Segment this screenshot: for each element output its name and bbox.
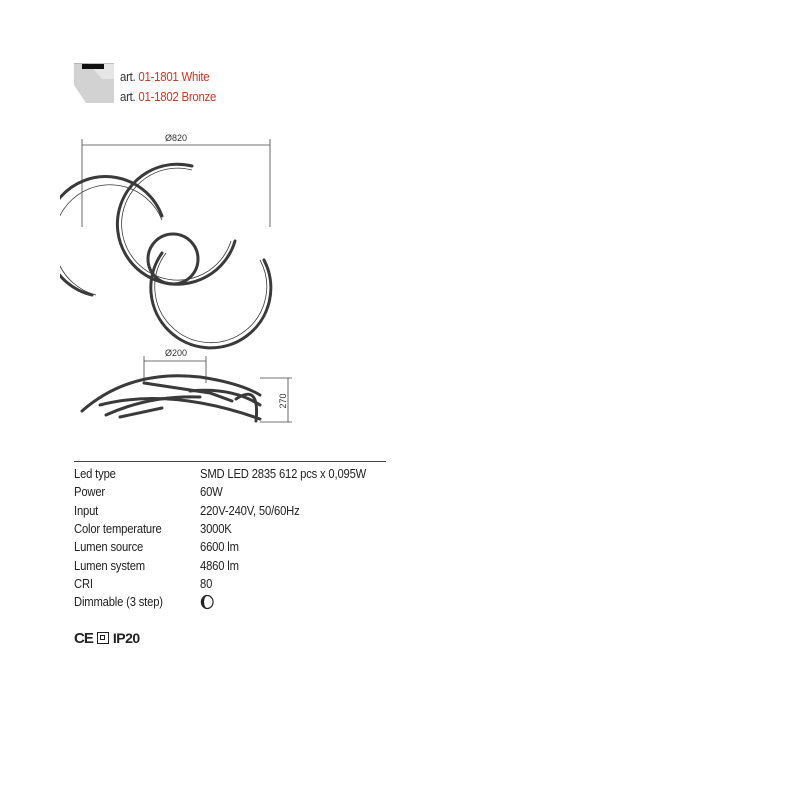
article-prefix: art. [120,69,136,84]
top-view-diameter-label: Ø820 [164,133,188,143]
spec-table [74,461,386,611]
spec-label: Input [74,503,99,518]
spec-value: 3000K [200,522,232,537]
top-view-dimension [82,139,270,227]
ce-mark: CE [74,629,93,647]
spec-row [74,502,386,520]
article-code: 01-1802 Bronze [138,89,217,104]
side-view-dimension [144,356,292,422]
product-thumbnail-icon [74,63,114,103]
spec-row [74,465,386,483]
spec-value: 6600 lm [200,540,239,555]
spec-label: Power [74,485,105,500]
spec-value: SMD LED 2835 612 pcs x 0,095W [200,467,367,482]
spec-row [74,575,386,593]
article-line-white [120,69,209,85]
article-code: 01-1801 White [138,69,210,84]
spec-divider [74,461,386,462]
spec-row [74,593,386,611]
spec-label: Dimmable (3 step) [74,595,163,610]
spec-value: 60W [200,485,223,500]
dimmable-icon [200,594,214,610]
spec-row [74,556,386,574]
side-view-diameter-label: Ø200 [164,348,188,358]
side-view-height-label: 270 [278,393,288,409]
spec-value: 220V-240V, 50/60Hz [200,503,300,518]
article-prefix: art. [120,89,136,104]
certification-marks [74,629,140,647]
spec-label: CRI [74,576,93,591]
spec-row [74,538,386,556]
spec-value: 4860 lm [200,558,239,573]
ip-rating: IP20 [112,630,140,646]
spec-label: Color temperature [74,522,162,537]
article-line-bronze [120,89,216,105]
technical-drawing [60,125,320,445]
side-view-rings [82,376,260,421]
class-ii-icon [97,632,109,644]
spec-label: Lumen source [74,540,144,555]
spec-row [74,520,386,538]
spec-label: Led type [74,467,116,482]
spec-row [74,483,386,501]
spec-label: Lumen system [74,558,146,573]
spec-value: 80 [200,576,213,591]
spec-value [200,594,214,610]
